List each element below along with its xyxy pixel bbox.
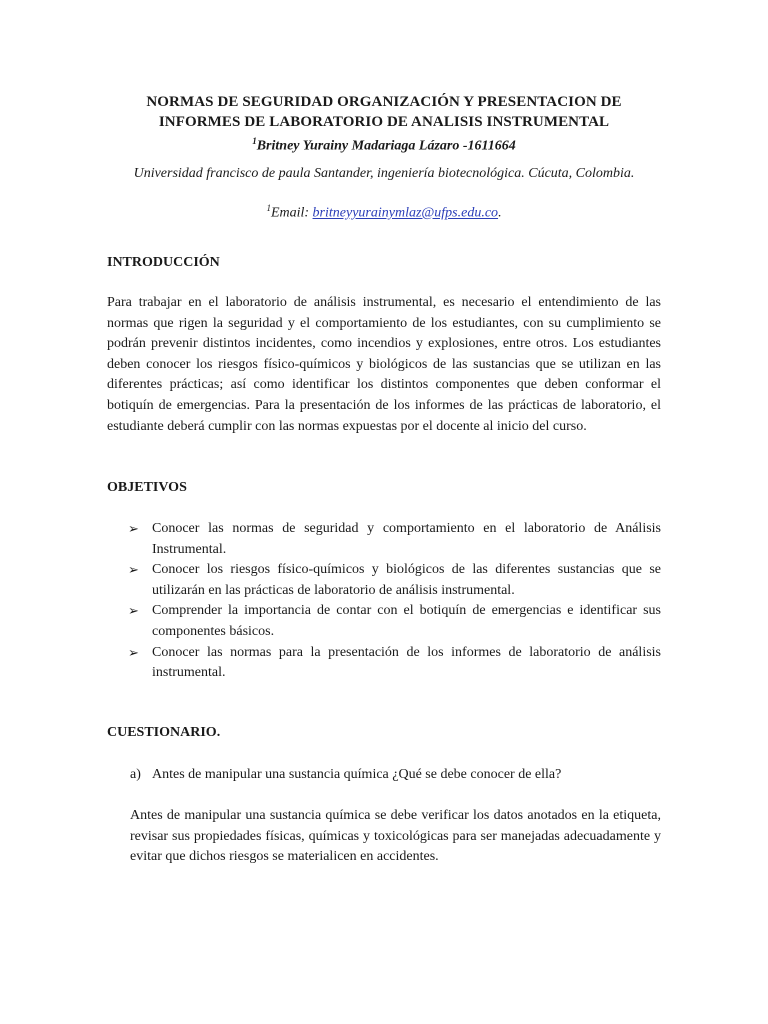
objetivo-text: Conocer las normas para la presentación de los informes de laboratorio de análisis instrumental. [152,644,661,681]
list-item [128,601,661,642]
introduccion-heading: INTRODUCCIÓN [107,255,220,270]
cuestionario-heading: CUESTIONARIO. [107,725,221,740]
arrow-bullet-icon: ➢ [128,644,139,660]
question-a [130,765,661,785]
email-link[interactable]: britneyyurainymlaz@ufps.edu.co [312,205,499,221]
arrow-bullet-icon: ➢ [128,562,139,578]
title-line-1: NORMAS DE SEGURIDAD ORGANIZACIÓN Y PRESENTACION DE [146,94,622,110]
author-line [0,132,768,156]
list-item [128,643,661,684]
answer-a-paragraph: Antes de manipular una sustancia química se debe verificar los datos anotados en la etiqueta, revisar sus propiedades físicas, químicas y toxicológicas para ser manejadas adecuadamente y evitar que dichos riesgos se materialicen en accidentes. [130,808,661,865]
list-item [128,519,661,560]
objetivos-list [128,519,661,684]
objetivos-heading: OBJETIVOS [107,480,187,495]
question-text: Antes de manipular una sustancia química ¿Qué se debe conocer de ella? [152,767,562,782]
arrow-bullet-icon: ➢ [128,521,139,536]
question-letter: a) [130,767,141,782]
email-line [0,199,768,223]
author-name: Britney Yurainy Madariaga Lázaro -1611664 [256,138,516,154]
introduccion-paragraph: Para trabajar en el laboratorio de análisis instrumental, es necesario el entendimiento de las normas que rigen la seguridad y el comportamiento de los estudiantes, con su cumplimiento se podrán prevenir distintos incidentes, como incendios y explosiones, entre otros. Los estudiantes deben conocer los riesgos físico-químicos y biológicos de las sustancias que se utilizan en las diferentes prácticas; así como identificar los distintos componentes que deben conformar el botiquín de emergencias. Para la presentación de los informes de las prácticas de laboratorio, el estudiante deberá cumplir con las normas expuestas por el docente al inicio del curso. [107,295,661,434]
email-suffix: . [498,205,502,221]
objetivo-text: Conocer los riesgos físico-químicos y biológicos de las diferentes sustancias que se utilizarán en las prácticas de laboratorio de análisis instrumental. [152,562,661,598]
email-footnote-mark: 1 [266,203,271,213]
document-title [0,92,768,132]
affiliation-line: Universidad francisco de paula Santander, ingeniería biotecnológica. Cúcuta, Colombia. [133,166,635,181]
objetivo-text: Comprender la importancia de contar con el botiquín de emergencias e identificar sus componentes básicos. [152,603,661,639]
objetivo-text: Conocer las normas de seguridad y comportamiento en el laboratorio de Análisis Instrumental. [152,521,661,557]
title-line-2: INFORMES DE LABORATORIO DE ANALISIS INSTRUMENTAL [158,114,610,130]
email-label: Email: [270,205,313,221]
author-footnote-mark: 1 [252,136,257,146]
list-item [128,560,661,601]
arrow-bullet-icon: ➢ [128,603,139,619]
